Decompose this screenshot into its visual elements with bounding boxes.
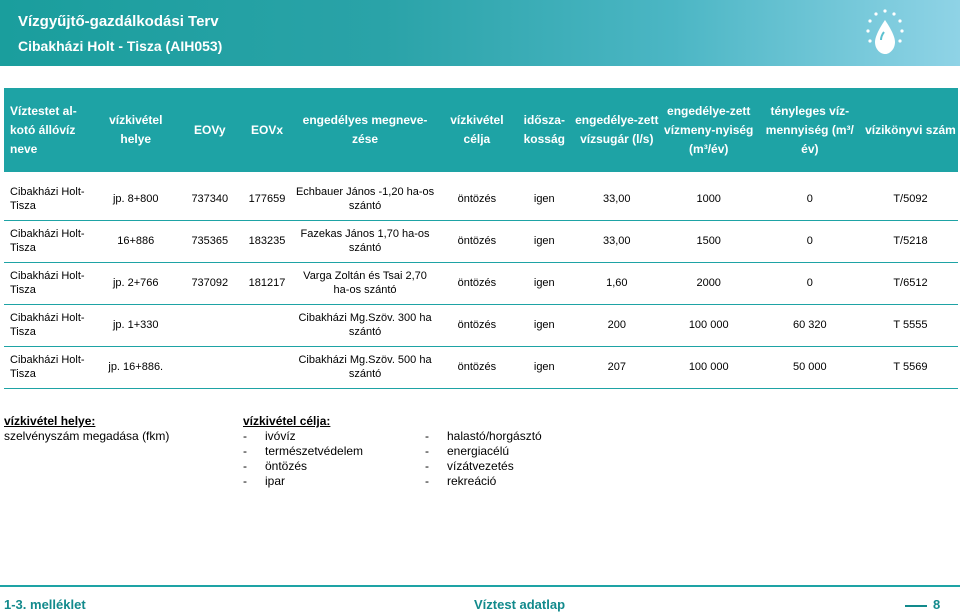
table-cell: 1500 (661, 220, 757, 262)
column-header: engedélye-zett vízmeny-nyiség (m³/év) (661, 88, 757, 172)
table-row (4, 178, 958, 220)
header-banner (0, 0, 960, 66)
page-number: 8 (905, 597, 940, 612)
table-cell: jp. 1+330 (94, 304, 178, 346)
water-withdrawal-table (4, 88, 958, 389)
table-cell (242, 304, 292, 346)
column-header: vízikönyvi szám (863, 88, 958, 172)
table-cell: Varga Zoltán és Tsai 2,70 ha-os szántó (292, 262, 438, 304)
table-cell: T 5555 (863, 304, 958, 346)
column-header: vízkivétel célja (438, 88, 516, 172)
legend-purpose (243, 414, 418, 489)
list-item: - vízátvezetés (425, 459, 514, 473)
legend-purpose-continued (425, 414, 625, 489)
table-cell (242, 346, 292, 388)
legend-purpose-heading: vízkivétel célja: (243, 414, 331, 428)
table-cell: 2000 (661, 262, 757, 304)
data-table-container (4, 88, 958, 389)
column-header: idősza-kosság (516, 88, 573, 172)
table-cell: Cibakházi Holt-Tisza (4, 304, 94, 346)
table-cell: 207 (573, 346, 661, 388)
column-header: EOVy (178, 88, 242, 172)
table-cell: öntözés (438, 304, 516, 346)
list-item: - ipar (243, 474, 286, 488)
water-drop-eu-stars-icon (855, 6, 915, 62)
table-cell: 1,60 (573, 262, 661, 304)
table-cell: 183235 (242, 220, 292, 262)
list-item: - halastó/horgásztó (425, 429, 542, 443)
table-cell: 181217 (242, 262, 292, 304)
page-dash-icon (905, 605, 927, 607)
column-header: EOVx (242, 88, 292, 172)
table-cell: öntözés (438, 262, 516, 304)
table-cell: Cibakházi Holt-Tisza (4, 178, 94, 220)
table-cell: 33,00 (573, 220, 661, 262)
table-cell: T/5218 (863, 220, 958, 262)
table-row (4, 346, 958, 388)
column-header: engedélye-zett vízsugár (l/s) (573, 88, 661, 172)
table-cell: Cibakházi Mg.Szöv. 300 ha szántó (292, 304, 438, 346)
table-cell: jp. 16+886. (94, 346, 178, 388)
table-cell: Echbauer János -1,20 ha-os szántó (292, 178, 438, 220)
legend-location-heading: vízkivétel helye: (4, 414, 96, 428)
column-header: engedélyes megneve-zése (292, 88, 438, 172)
footer-divider (0, 585, 960, 587)
column-header: vízkivétel helye (94, 88, 178, 172)
table-cell: 737092 (178, 262, 242, 304)
list-item: - ivóvíz (243, 429, 296, 443)
table-cell: öntözés (438, 178, 516, 220)
table-cell: jp. 8+800 (94, 178, 178, 220)
table-cell (178, 346, 242, 388)
table-cell: 0 (757, 220, 863, 262)
list-item: - öntözés (243, 459, 308, 473)
table-cell: T 5569 (863, 346, 958, 388)
table-header-row (4, 88, 958, 172)
footer-annex-label: 1-3. melléklet (4, 597, 86, 612)
table-cell: 737340 (178, 178, 242, 220)
legend-location-text: szelvényszám megadása (fkm) (4, 429, 170, 443)
table-cell: 60 320 (757, 304, 863, 346)
table-cell: jp. 2+766 (94, 262, 178, 304)
list-item: - természetvédelem (243, 444, 364, 458)
column-header: tényleges víz-mennyiség (m³/év) (757, 88, 863, 172)
table-cell: Cibakházi Holt-Tisza (4, 220, 94, 262)
table-cell: igen (516, 220, 573, 262)
table-cell (178, 304, 242, 346)
table-cell: igen (516, 346, 573, 388)
table-cell: Cibakházi Holt-Tisza (4, 346, 94, 388)
table-row (4, 262, 958, 304)
table-cell: igen (516, 262, 573, 304)
table-cell: 200 (573, 304, 661, 346)
table-cell: 33,00 (573, 178, 661, 220)
table-cell: öntözés (438, 220, 516, 262)
list-item: - energiacélú (425, 444, 510, 458)
table-row (4, 220, 958, 262)
table-cell: 1000 (661, 178, 757, 220)
table-cell: Cibakházi Mg.Szöv. 500 ha szántó (292, 346, 438, 388)
table-cell: 100 000 (661, 304, 757, 346)
table-cell: Fazekas János 1,70 ha-os szántó (292, 220, 438, 262)
footer-document-title: Víztest adatlap (474, 597, 566, 612)
page-title: Vízgyűjtő-gazdálkodási Terv (18, 13, 219, 30)
table-cell: 16+886 (94, 220, 178, 262)
list-item: - rekreáció (425, 474, 497, 488)
table-cell: 100 000 (661, 346, 757, 388)
table-cell: öntözés (438, 346, 516, 388)
table-cell: 0 (757, 262, 863, 304)
table-cell: Cibakházi Holt-Tisza (4, 262, 94, 304)
table-cell: T/6512 (863, 262, 958, 304)
table-cell: 735365 (178, 220, 242, 262)
table-cell: T/5092 (863, 178, 958, 220)
page-subtitle: Cibakházi Holt - Tisza (AIH053) (18, 38, 223, 54)
table-cell: 50 000 (757, 346, 863, 388)
table-cell: igen (516, 304, 573, 346)
table-cell: igen (516, 178, 573, 220)
column-header: Víztestet al-kotó állóvíz neve (4, 88, 94, 172)
table-cell: 177659 (242, 178, 292, 220)
table-row (4, 304, 958, 346)
table-cell: 0 (757, 178, 863, 220)
legend-location (4, 414, 234, 444)
